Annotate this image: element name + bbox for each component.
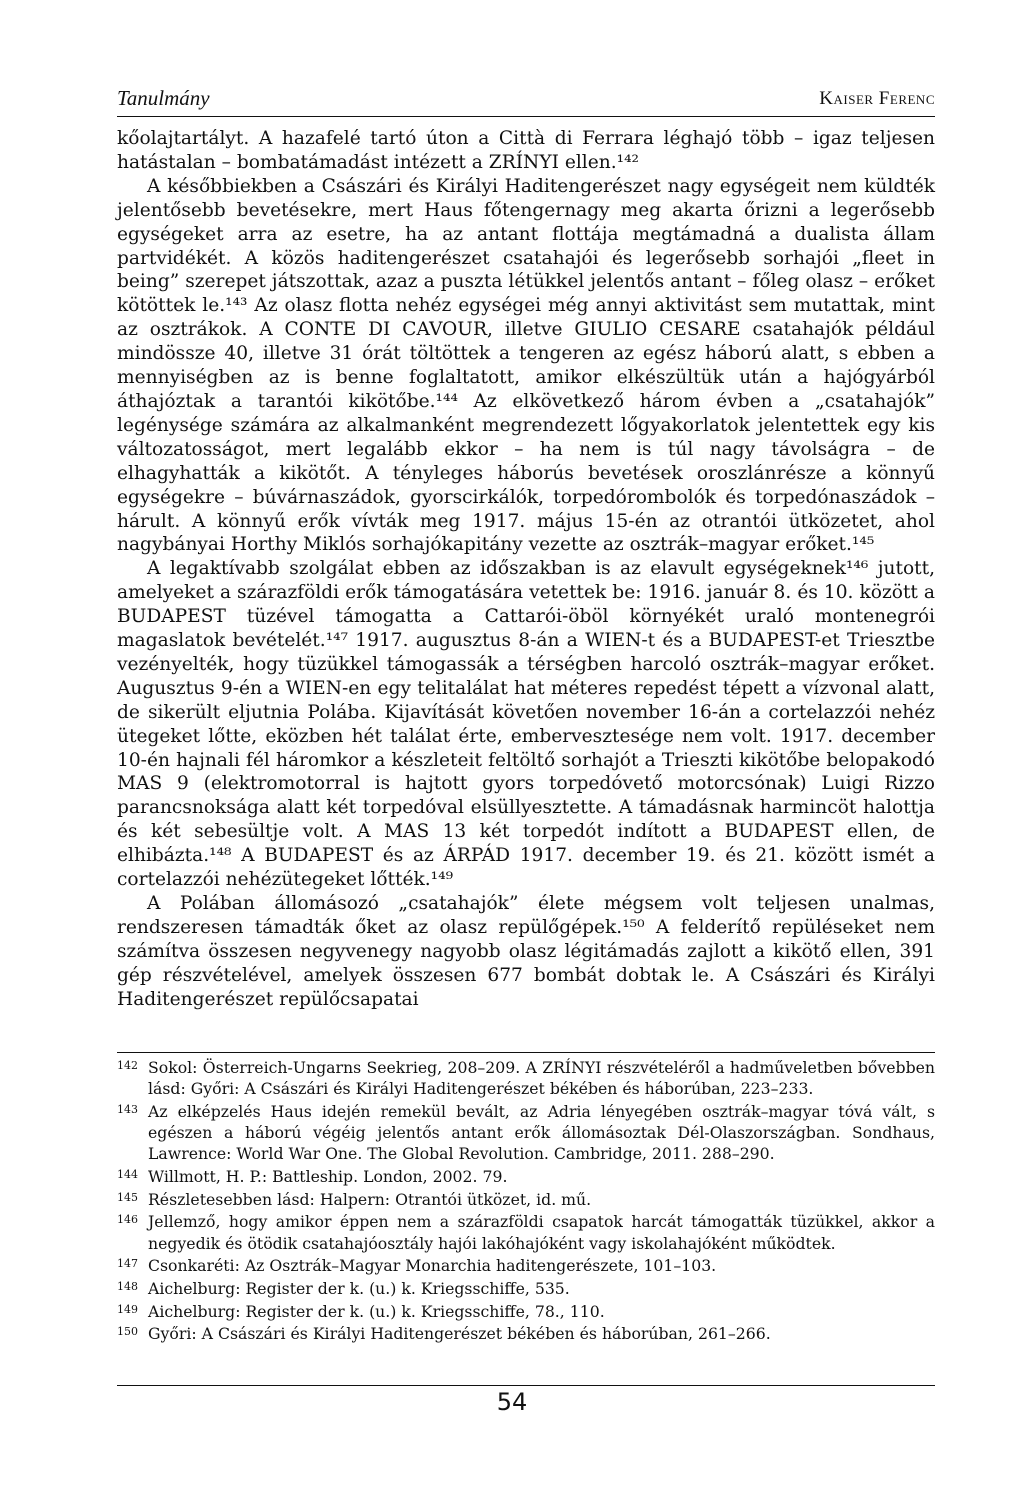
- footnote: [117, 1211, 935, 1253]
- footnote-number: 143: [117, 1102, 138, 1116]
- footnote: [117, 1166, 935, 1187]
- paragraph: A legaktívabb szolgálat ebben az időszakban is az elavult egységeknek¹⁴⁶ jutott, amelyeket a szárazföldi erők támogatására vetettek be: 1916. január 8. és 10. között a BUDAPEST tüzével támogatta a Cattarói-öböl környékét uraló montenegrói magaslatok bevételét.¹⁴⁷ 1917. augusztus 8-án a WIEN-t és a BUDAPEST-et Triesztbe vezényelték, hogy tüzükkel támogassák a térségben harcoló osztrák–magyar erőket. Augusztus 9-én a WIEN-en egy telitalálat hat méteres repedést tépett a vízvonal alatt, de sikerült eljutnia Polába. Kijavítását követően november 16-án a cortelazzói nehéz ütegeket lőtte, eközben hét találat érte, embervesztesége nem volt. 1917. december 10-én hajnali fél háromkor a készleteit feltöltő sorhajót a Trieszti kikötőbe belopakodó MAS 9 (elektromotorral is hajtott gyors torpedóvető motorcsónak) Luigi Rizzo parancsnoksága alatt két torpedóval elsüllyesztette. A támadásnak harmincöt halottja és két sebesültje volt. A MAS 13 két torpedót indított a BUDAPEST ellen, de elhibázta.¹⁴⁸ A BUDAPEST és az ÁRPÁD 1917. december 19. és 21. között ismét a cortelazzói nehézütegeket lőtték.¹⁴⁹: [117, 558, 935, 891]
- footnote: [117, 1301, 935, 1322]
- footnote-text: Aichelburg: Register der k. (u.) k. Kriegsschiffe, 535.: [148, 1279, 570, 1299]
- footnote-text: Jellemző, hogy amikor éppen nem a szárazföldi csapatok harcát támogatták tüzükkel, akkor a negyedik és ötödik csatahajóosztály hajói lakóhajóként vagy iskolahajóként működtek.: [148, 1212, 935, 1253]
- footnote-number: 147: [117, 1257, 138, 1271]
- footnote-text: Aichelburg: Register der k. (u.) k. Kriegsschiffe, 78., 110.: [148, 1301, 605, 1321]
- footnote-number: 145: [117, 1190, 138, 1204]
- footnote: [117, 1189, 935, 1210]
- footnote-text: Sokol: Österreich-Ungarns Seekrieg, 208–209. A ZRÍNYI részvételéről a hadműveletben bővebben lásd: Győri: A Császári és Királyi Haditengerészet békében és háborúban, 223–233.: [148, 1058, 935, 1099]
- footnote-text: Győri: A Császári és Királyi Haditengerészet békében és háborúban, 261–266.: [148, 1324, 771, 1344]
- footnote-number: 142: [117, 1059, 138, 1072]
- footnote-text: Willmott, H. P.: Battleship. London, 2002. 79.: [148, 1167, 508, 1187]
- bottom-divider: [117, 1385, 935, 1386]
- footnote-text: Csonkaréti: Az Osztrák–Magyar Monarchia haditengerészete, 101–103.: [148, 1256, 717, 1276]
- footnote-number: 150: [117, 1325, 138, 1339]
- paragraph: kőolajtartályt. A hazafelé tartó úton a Città di Ferrara léghajó több – igaz teljesen hatástalan – bombatámadást intézett a ZRÍNYI ellen.¹⁴²: [117, 128, 935, 173]
- running-header: [117, 86, 935, 117]
- footnote: [117, 1101, 935, 1165]
- footnote: [117, 1323, 935, 1344]
- footnote-number: 146: [117, 1213, 138, 1227]
- footnote-number: 149: [117, 1302, 138, 1316]
- footnote: [117, 1057, 935, 1099]
- footnote-text: Az elképzelés Haus idején remekül bevált, az Adria lényegében osztrák–magyar tóvá vált, s egészen a háború végéig jelentős antant erők állomásoztak Dél-Olaszországban. Sondhaus, Lawrence: World War One. The Global Revolution. Cambridge, 2011. 288–290.: [148, 1101, 935, 1164]
- running-title: Tanulmány: [117, 86, 210, 110]
- footnote-number: 148: [117, 1280, 138, 1294]
- footnote: [117, 1278, 935, 1299]
- footnote-text: Részletesebben lásd: Halpern: Otrantói ütközet, id. mű.: [148, 1189, 592, 1209]
- main-text: [117, 127, 935, 1012]
- page-number: 54: [496, 1388, 528, 1416]
- paragraph: A későbbiekben a Császári és Királyi Haditengerészet nagy egységeit nem küldték jelentősebb bevetésekre, mert Haus főtengernagy meg akarta őrizni a legerősebb egységeket arra az esetre, ha az antant flottája megtámadná a dualista állam partvidékét. A közös haditengerészet csatahajói és legerősebb sorhajói „fleet in being” szerepet játszottak, azaz a puszta létükkel jelentős antant – főleg olasz – erőket kötöttek le.¹⁴³ Az olasz flotta nehéz egységei még annyi aktivitást sem mutattak, mint az osztrákok. A CONTE DI CAVOUR, illetve GIULIO CESARE csatahajók például mindössze 40, illetve 31 órát töltöttek a tengeren az egész háború alatt, s ebben a mennyiségben az is benne foglaltatott, amikor elkészültük után a hajógyárból áthajóztak a tarantói kikötőbe.¹⁴⁴ Az elkövetkező három évben a „csatahajók” legénysége számára az alkalmanként megrendezett lőgyakorlatok jelentettek egy kis változatosságot, mert legalább ekkor – ha nem is túl nagy távolságra – de elhagyhatták a kikötőt. A tényleges háborús bevetések oroszlánrésze a könnyű egységekre – búvárnaszádok, gyorscirkálók, torpedórombolók és torpedónaszádok – hárult. A könnyű erők vívták meg 1917. május 15-én az otrantói ütközetet, ahol nagybányai Horthy Miklós sorhajókapitány vezette az osztrák–magyar erőket.¹⁴⁵: [117, 175, 935, 556]
- footnote: [117, 1255, 935, 1276]
- footnote-divider: [117, 1052, 935, 1053]
- footnotes: [117, 1057, 935, 1346]
- footnote-number: 144: [117, 1168, 138, 1182]
- author-name: Kaiser Ferenc: [819, 88, 935, 109]
- paragraph: A Polában állomásozó „csatahajók” élete mégsem volt teljesen unalmas, rendszeresen támadták őket az olasz repülőgépek.¹⁵⁰ A felderítő repüléseket nem számítva összesen negyvenegy nagyobb olasz légitámadás zajlott a kikötő ellen, 391 gép részvételével, amelyek összesen 677 bombát dobtak le. A Császári és Királyi Haditengerészet repülőcsapatai: [117, 893, 935, 1010]
